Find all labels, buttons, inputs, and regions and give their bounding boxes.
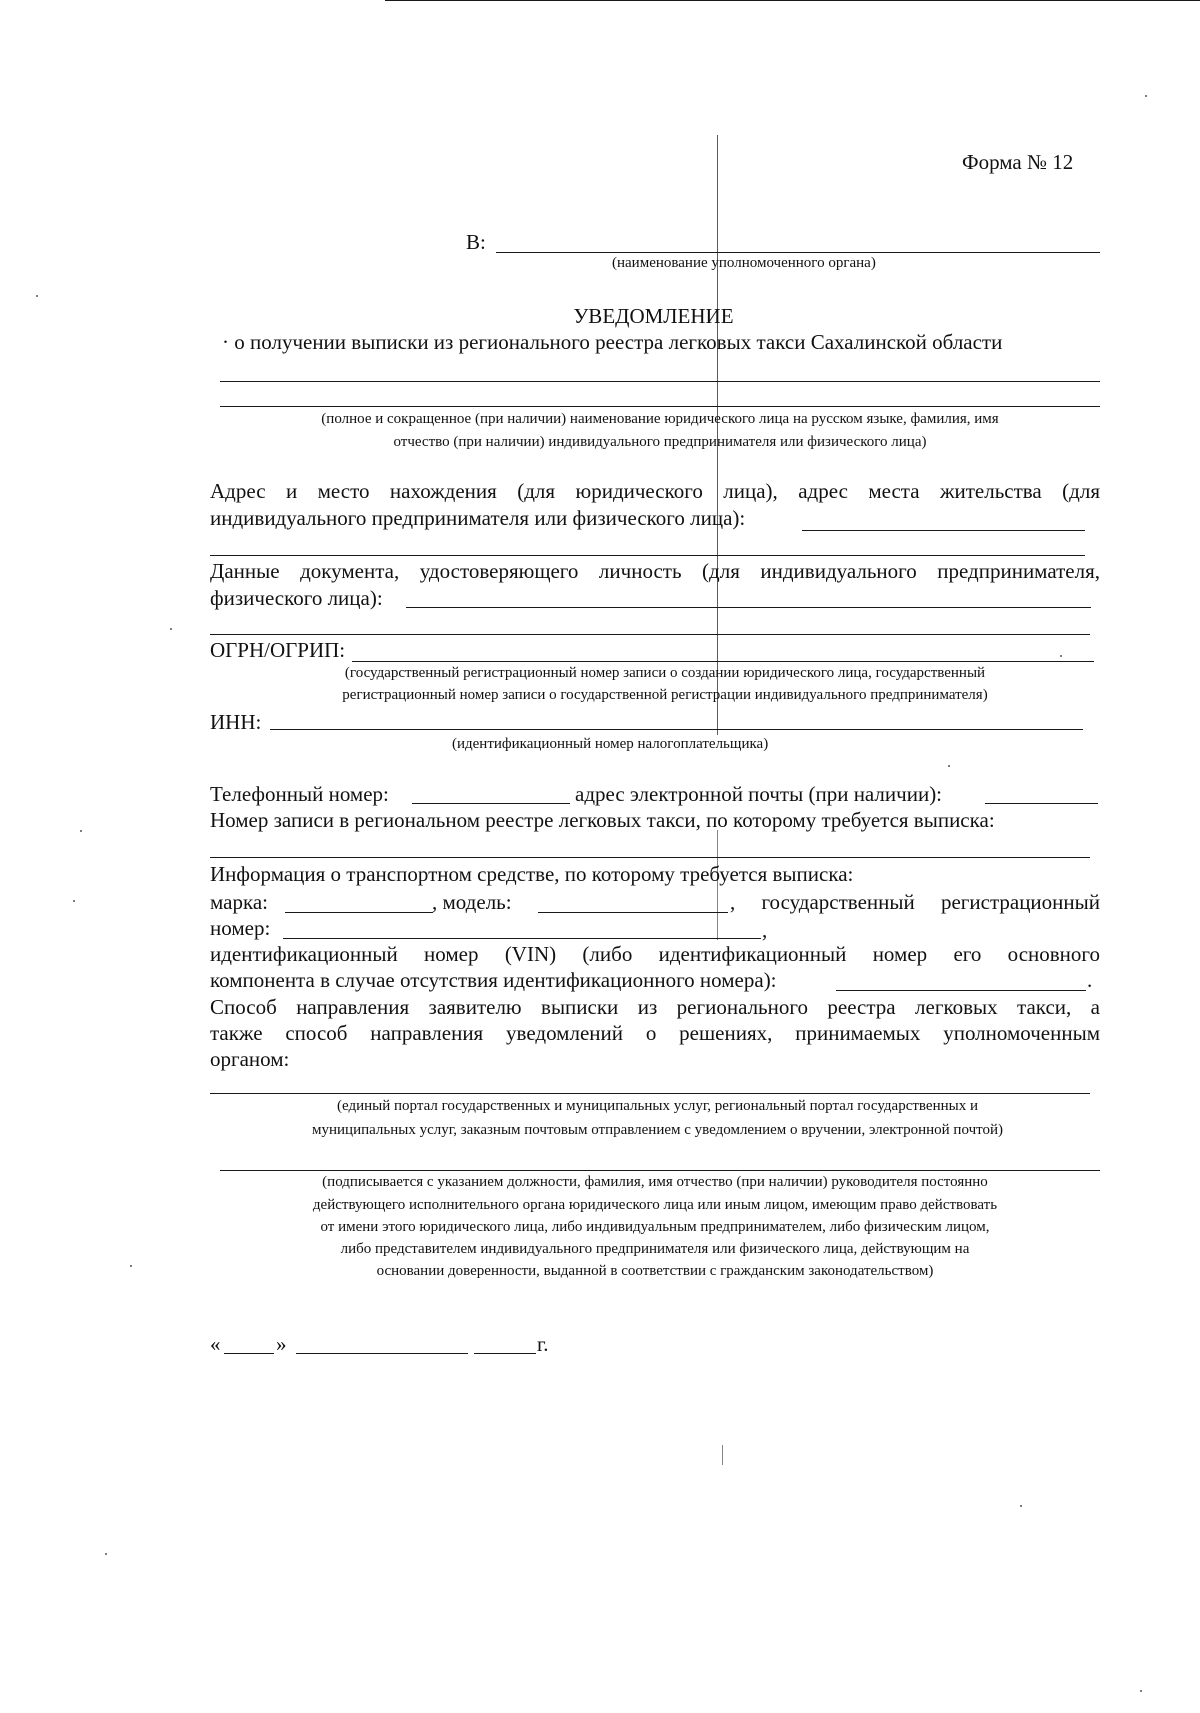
scan-speck <box>105 1553 107 1555</box>
scan-top-edge <box>385 0 1200 1</box>
delivery-caption-1: (единый портал государственных и муниципальных услуг, региональный портал государственных и <box>337 1098 978 1114</box>
brand-label: марка: <box>210 890 269 914</box>
date-open-quote: « <box>210 1332 221 1356</box>
applicant-name-field-1[interactable] <box>220 381 1100 382</box>
address-line-1: Адрес и место нахождения (для юридического лица), адрес места жительства (для <box>210 479 1100 503</box>
signature-caption-1: (подписывается с указанием должности, фамилия, имя отчество (при наличии) руководителя постоянно <box>322 1174 988 1190</box>
scan-speck <box>73 900 75 902</box>
date-year-field[interactable] <box>474 1353 536 1354</box>
signature-caption-5: основании доверенности, выданной в соответствии с гражданским законодательством) <box>376 1263 934 1279</box>
inn-label: ИНН: <box>210 710 262 734</box>
email-field[interactable] <box>985 803 1098 804</box>
vin-field[interactable] <box>836 990 1086 991</box>
delivery-caption-2: муниципальных услуг, заказным почтовым отправлением с уведомлением о вручении, электронной почтой) <box>312 1122 1003 1138</box>
notice-subtitle-text: о получении выписки из регионального реестра легковых такси Сахалинской области <box>234 330 1003 354</box>
scan-speck <box>1140 1690 1142 1692</box>
registry-record-label: Номер записи в региональном реестре легковых такси, по которому требуется выписка: <box>210 808 995 832</box>
date-year-suffix: г. <box>537 1332 549 1356</box>
recipient-prefix: В: <box>466 230 486 254</box>
identity-doc-field-2[interactable] <box>210 634 1090 635</box>
signature-field[interactable] <box>220 1170 1100 1171</box>
identity-doc-line-1: Данные документа, удостоверяющего личность (для индивидуального предпринимателя, <box>210 559 1100 583</box>
signature-caption-3: от имени этого юридического лица, либо индивидуальным предпринимателем, либо физическим лицом, <box>320 1219 990 1235</box>
delivery-line-1: Способ направления заявителю выписки из регионального реестра легковых такси, а <box>210 995 1100 1019</box>
inn-caption: (идентификационный номер налогоплательщика) <box>452 736 769 752</box>
brand-field[interactable] <box>285 912 433 913</box>
phone-label: Телефонный номер: <box>210 782 389 806</box>
scan-speck <box>170 628 172 630</box>
signature-caption-2: действующего исполнительного органа юридического лица или иным лицом, имеющим право действовать <box>312 1197 998 1213</box>
identity-doc-line-2: физического лица): <box>210 586 383 610</box>
vin-line-1: идентификационный номер (VIN) (либо идентификационный номер его основного <box>210 942 1100 966</box>
form-number: Форма № 12 <box>962 150 1074 174</box>
date-month-field[interactable] <box>296 1353 468 1354</box>
email-label: адрес электронной почты (при наличии): <box>575 782 943 806</box>
scan-speck <box>36 295 38 297</box>
ogrn-caption-2: регистрационный номер записи о государственной регистрации индивидуального предпринимателя) <box>342 687 988 703</box>
ogrn-caption-1: (государственный регистрационный номер записи о создании юридического лица, государственный <box>344 665 986 681</box>
applicant-caption-1: (полное и сокращенное (при наличии) наименование юридического лица на русском языке, фамилия, имя <box>321 411 999 427</box>
applicant-name-field-2[interactable] <box>220 406 1100 407</box>
delivery-line-3: органом: <box>210 1047 290 1071</box>
address-field-2[interactable] <box>210 555 1085 556</box>
date-close-quote: » <box>276 1332 287 1356</box>
scan-speck <box>1060 655 1062 657</box>
address-line-2: индивидуального предпринимателя или физического лица): <box>210 506 746 530</box>
delivery-line-2: также способ направления уведомлений о решениях, принимаемых уполномоченным <box>210 1021 1100 1045</box>
scan-speck <box>130 1265 132 1267</box>
notice-subtitle: · о получении выписки из регионального реестра легковых такси Сахалинской области <box>222 330 1003 354</box>
ogrn-label: ОГРН/ОГРИП: <box>210 638 346 662</box>
number-label: номер: <box>210 916 271 940</box>
model-label: , модель: <box>432 890 512 914</box>
recipient-field[interactable] <box>496 252 1100 253</box>
number-comma: , <box>762 918 768 942</box>
fold-line-bottom <box>722 1445 723 1465</box>
delivery-field[interactable] <box>210 1093 1090 1094</box>
scan-speck <box>80 830 82 832</box>
scan-speck <box>948 765 950 767</box>
identity-doc-field-1[interactable] <box>406 607 1091 608</box>
recipient-caption: (наименование уполномоченного органа) <box>612 255 876 271</box>
scan-speck <box>1145 95 1147 97</box>
address-field-1[interactable] <box>802 530 1085 531</box>
inn-field[interactable] <box>270 729 1083 730</box>
applicant-caption-2: отчество (при наличии) индивидуального предпринимателя или физического лица) <box>393 434 927 450</box>
vin-line-2: компонента в случае отсутствия идентификационного номера): <box>210 968 777 992</box>
reg-number-field[interactable] <box>283 938 761 939</box>
model-field[interactable] <box>538 912 728 913</box>
phone-field[interactable] <box>412 803 570 804</box>
vehicle-heading: Информация о транспортном средстве, по которому требуется выписка: <box>210 862 854 886</box>
scan-speck <box>1020 1505 1022 1507</box>
reg-number-label: , государственный регистрационный <box>730 890 1100 914</box>
date-day-field[interactable] <box>224 1353 274 1354</box>
registry-record-field[interactable] <box>210 857 1090 858</box>
ogrn-field[interactable] <box>352 661 1094 662</box>
vin-period: . <box>1087 968 1093 992</box>
notice-title: УВЕДОМЛЕНИЕ <box>573 304 734 328</box>
signature-caption-4: либо представителем индивидуального предпринимателя или физического лица, действующим на <box>340 1241 970 1257</box>
